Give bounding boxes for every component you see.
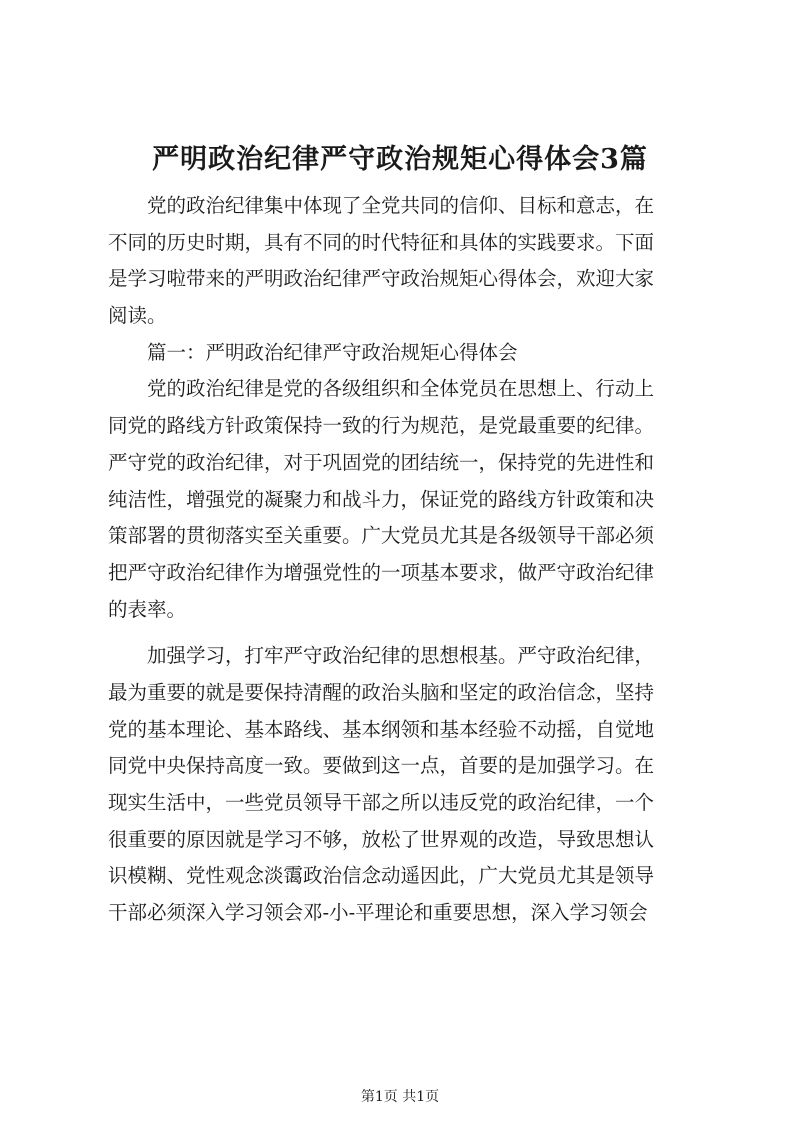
text-line: 不同的历史时期，具有不同的时代特征和具体的实践要求。下面 bbox=[108, 230, 655, 254]
text-line: 干部必须深入学习领会邓-小-平理论和重要思想，深入学习领会 bbox=[108, 901, 648, 925]
section-heading bbox=[108, 335, 714, 372]
document-title: 严明政治纪律严守政治规矩心得体会3篇 bbox=[152, 144, 648, 175]
page-footer: 第1页 共1页 bbox=[360, 1089, 440, 1105]
text-line: 的表率。 bbox=[108, 597, 187, 621]
text-line: 最为重要的就是要保持清醒的政治头脑和坚定的政治信念，坚持 bbox=[108, 680, 655, 704]
text-line: 把严守政治纪律作为增强党性的一项基本要求，做严守政治纪律 bbox=[108, 560, 655, 584]
text-line: 加强学习，打牢严守政治纪律的思想根基。严守政治纪律， bbox=[147, 644, 655, 668]
text-line: 纯洁性，增强党的凝聚力和战斗力，保证党的路线方针政策和决 bbox=[108, 487, 655, 511]
paragraph-spacer bbox=[108, 628, 714, 638]
text-line: 阅读。 bbox=[108, 304, 167, 328]
text-line: 篇一：严明政治纪律严守政治规矩心得体会 bbox=[147, 340, 518, 364]
text-line: 严守党的政治纪律，对于巩固党的团结统一，保持党的先进性和 bbox=[108, 450, 655, 474]
text-line: 是学习啦带来的严明政治纪律严守政治规矩心得体会，欢迎大家 bbox=[108, 267, 655, 291]
text-line: 党的基本理论、基本路线、基本纲领和基本经验不动摇，自觉地 bbox=[108, 717, 655, 741]
paragraph-study bbox=[108, 638, 714, 932]
text-line: 党的政治纪律是党的各级组织和全体党员在思想上、行动上 bbox=[147, 377, 655, 401]
text-line: 现实生活中，一些党员领导干部之所以违反党的政治纪律，一个 bbox=[108, 791, 655, 814]
text-line: 策部署的贯彻落实至关重要。广大党员尤其是各级领导干部必须 bbox=[108, 524, 655, 548]
document-body bbox=[108, 188, 714, 932]
text-line: 很重要的原因就是学习不够，放松了世界观的改造，导致思想认 bbox=[108, 827, 655, 851]
text-line: 党的政治纪律集中体现了全党共同的信仰、目标和意志，在 bbox=[147, 194, 655, 217]
paragraph-intro bbox=[108, 188, 714, 335]
text-line: 识模糊、党性观念淡霭政治信念动遥因此，广大党员尤其是领导 bbox=[108, 864, 655, 888]
text-line: 同党中央保持高度一致。要做到这一点，首要的是加强学习。在 bbox=[108, 754, 655, 778]
text-line: 同党的路线方针政策保持一致的行为规范，是党最重要的纪律。 bbox=[108, 414, 655, 438]
paragraph-discipline bbox=[108, 371, 714, 628]
